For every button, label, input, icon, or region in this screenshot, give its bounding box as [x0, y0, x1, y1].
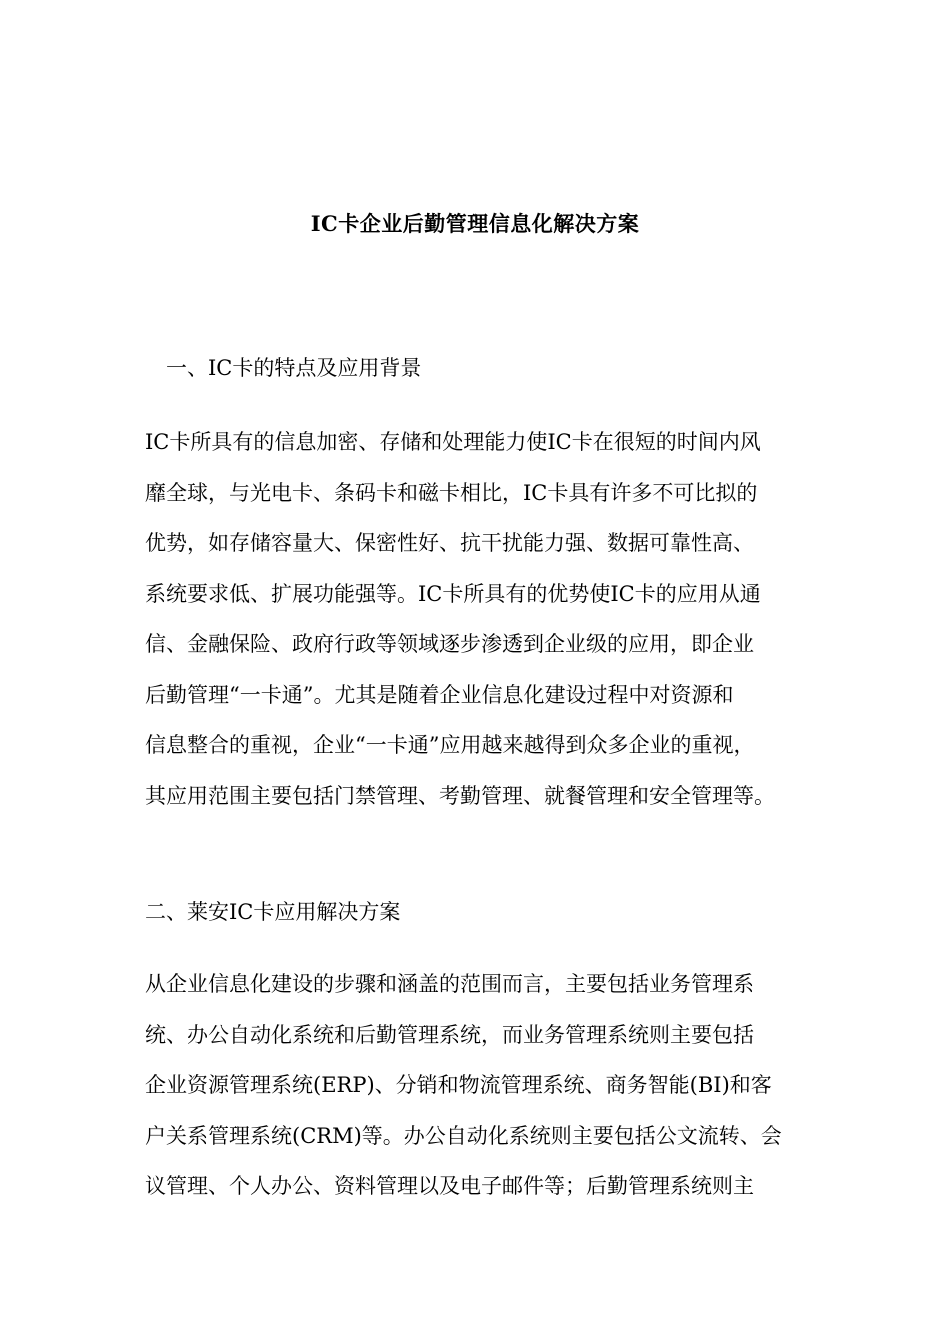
- paragraph-line: 其应用范围主要包括门禁管理、考勤管理、就餐管理和安全管理等。: [145, 783, 775, 808]
- document-title: IC卡企业后勤管理信息化解决方案: [310, 211, 640, 236]
- paragraph-line: 系统要求低、扩展功能强等。IC卡所具有的优势使IC卡的应用从通: [145, 581, 761, 606]
- paragraph-line: 信息整合的重视，企业“一卡通”应用越来越得到众多企业的重视，: [145, 733, 755, 757]
- paragraph-line: 企业资源管理系统(ERP)、分销和物流管理系统、商务智能(BI)和客: [145, 1073, 772, 1097]
- paragraph-line: 从企业信息化建设的步骤和涵盖的范围而言，主要包括业务管理系: [145, 972, 754, 996]
- paragraph-line: 议管理、个人办公、资料管理以及电子邮件等；后勤管理系统则主: [145, 1174, 754, 1198]
- section-2-paragraph: [145, 966, 815, 1219]
- paragraph-line: 信、金融保险、政府行政等领域逐步渗透到企业级的应用，即企业: [145, 632, 754, 656]
- paragraph-line: 统、办公自动化系统和后勤管理系统，而业务管理系统则主要包括: [145, 1022, 754, 1047]
- paragraph-line: 靡全球，与光电卡、条码卡和磁卡相比，IC卡具有许多不可比拟的: [145, 480, 758, 505]
- section-2-heading: 二、莱安IC卡应用解决方案: [145, 900, 401, 924]
- paragraph-line: IC卡所具有的信息加密、存储和处理能力使IC卡在很短的时间内风: [145, 430, 761, 454]
- paragraph-line: 优势，如存储容量大、保密性好、抗干扰能力强、数据可靠性高、: [145, 531, 754, 555]
- section-1-paragraph: [145, 424, 815, 828]
- paragraph-line: 后勤管理“一卡通”。尤其是随着企业信息化建设过程中对资源和: [145, 682, 734, 707]
- section-1-heading: 一、IC卡的特点及应用背景: [166, 356, 422, 380]
- paragraph-line: 户关系管理系统(CRM)等。办公自动化系统则主要包括公文流转、会: [145, 1123, 782, 1148]
